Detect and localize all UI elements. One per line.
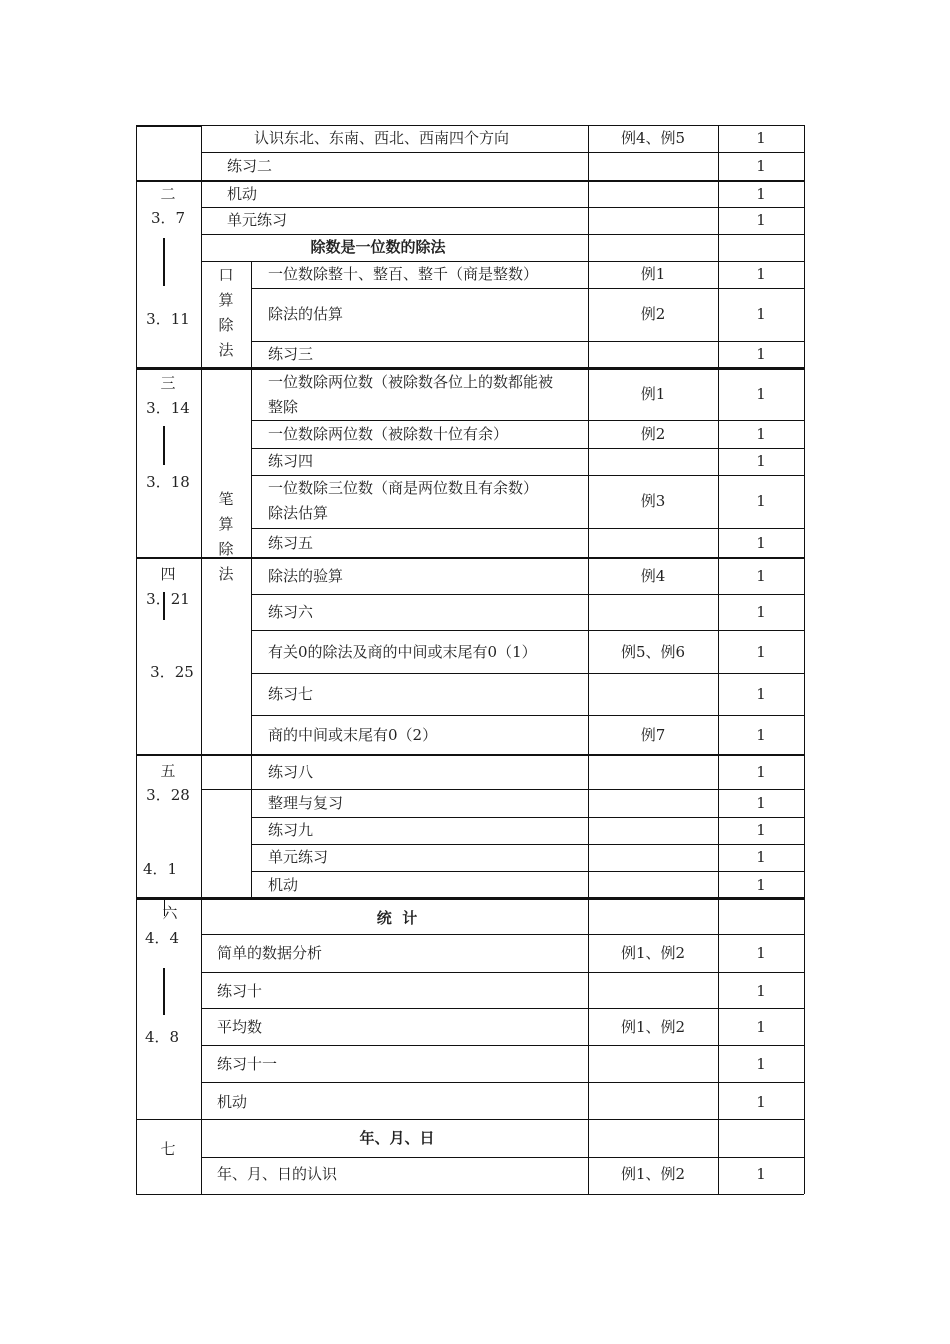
topic-cell: 认识东北、东南、西北、西南四个方向 — [254, 129, 510, 147]
hours-cell: 1 — [756, 345, 766, 363]
week-end-date: 4．8 — [144, 1028, 180, 1046]
grid-line-horizontal — [136, 897, 804, 900]
hours-cell: 1 — [756, 794, 766, 812]
topic-cell: 练习八 — [268, 763, 314, 781]
week-start-date: 3．7 — [150, 209, 186, 227]
hours-cell: 1 — [756, 305, 766, 323]
grid-line-horizontal — [201, 789, 804, 790]
hours-cell: 1 — [756, 876, 766, 894]
example-cell: 例2 — [640, 425, 666, 443]
topic-cell: 练习七 — [268, 685, 314, 703]
grid-line-vertical — [718, 125, 719, 1194]
week-end-date: 3．18 — [146, 473, 190, 491]
group-label-oral: 口 算 除 法 — [218, 266, 234, 359]
example-cell: 例4 — [640, 567, 666, 585]
hours-cell: 1 — [756, 157, 766, 175]
grid-line-horizontal — [251, 528, 804, 529]
week-start-date: 3．14 — [146, 399, 190, 417]
hours-cell: 1 — [756, 492, 766, 510]
topic-cell: 简单的数据分析 — [217, 944, 323, 962]
grid-line-vertical — [201, 125, 202, 1194]
topic-cell: 机动 — [227, 185, 258, 203]
unit-heading: 除数是一位数的除法 — [310, 238, 446, 256]
grid-line-horizontal — [201, 1157, 804, 1158]
week-number: 二 — [160, 185, 176, 203]
hours-cell: 1 — [756, 452, 766, 470]
example-cell: 例7 — [640, 726, 666, 744]
example-cell: 例4、例5 — [620, 129, 686, 147]
grid-line-horizontal — [136, 557, 804, 559]
week-start-date: 3．21 — [146, 590, 190, 608]
grid-line-horizontal — [136, 1194, 804, 1195]
hours-cell: 1 — [756, 1055, 766, 1073]
grid-line-horizontal — [251, 420, 804, 421]
topic-cell: 年、月、日的认识 — [217, 1165, 338, 1183]
grid-line-horizontal — [201, 1008, 804, 1009]
grid-line-horizontal — [201, 1082, 804, 1083]
topic-cell: 整理与复习 — [268, 794, 344, 812]
topic-cell-continued: 整除 — [268, 398, 299, 416]
hours-cell: 1 — [756, 763, 766, 781]
grid-line-horizontal — [136, 1119, 804, 1120]
grid-line-vertical — [163, 426, 165, 465]
example-cell: 例5、例6 — [620, 643, 686, 661]
hours-cell: 1 — [756, 1165, 766, 1183]
hours-cell: 1 — [756, 685, 766, 703]
grid-line-vertical — [136, 125, 137, 1194]
grid-line-horizontal — [251, 594, 804, 595]
grid-line-horizontal — [201, 152, 804, 153]
topic-cell: 练习十 — [217, 982, 263, 1000]
grid-line-horizontal — [136, 125, 201, 127]
week-number: 四 — [160, 565, 176, 583]
grid-line-horizontal — [251, 341, 804, 342]
hours-cell: 1 — [756, 1018, 766, 1036]
hours-cell: 1 — [756, 726, 766, 744]
grid-line-vertical — [251, 261, 252, 368]
topic-cell: 有关0的除法及商的中间或末尾有0（1） — [268, 643, 537, 661]
grid-line-horizontal — [251, 715, 804, 716]
topic-cell: 练习六 — [268, 603, 314, 621]
topic-cell: 练习五 — [268, 534, 314, 552]
hours-cell: 1 — [756, 567, 766, 585]
example-cell: 例2 — [640, 305, 666, 323]
hours-cell: 1 — [756, 129, 766, 147]
hours-cell: 1 — [756, 821, 766, 839]
topic-cell: 机动 — [217, 1093, 248, 1111]
group-label-written: 笔 算 除 法 — [218, 490, 234, 583]
grid-line-horizontal — [201, 934, 804, 935]
week-end-date: 3．11 — [146, 310, 190, 328]
week-number: 六 — [162, 904, 178, 922]
week-number: 三 — [160, 374, 176, 392]
hours-cell: 1 — [756, 944, 766, 962]
grid-line-vertical — [163, 238, 165, 286]
grid-line-vertical — [588, 125, 589, 1194]
example-cell: 例1、例2 — [620, 1165, 686, 1183]
hours-cell: 1 — [756, 848, 766, 866]
hours-cell: 1 — [756, 385, 766, 403]
topic-cell: 单元练习 — [268, 848, 329, 866]
hours-cell: 1 — [756, 603, 766, 621]
grid-line-horizontal — [251, 448, 804, 449]
topic-cell: 一位数除两位数（被除数各位上的数都能被 — [268, 373, 554, 391]
example-cell: 例1 — [640, 265, 666, 283]
hours-cell: 1 — [756, 265, 766, 283]
unit-heading: 年、月、日 — [359, 1129, 435, 1147]
topic-cell: 练习九 — [268, 821, 314, 839]
grid-line-horizontal — [201, 972, 804, 973]
topic-cell: 除法的验算 — [268, 567, 344, 585]
grid-line-horizontal — [136, 754, 804, 756]
topic-cell: 一位数除三位数（商是两位数且有余数） — [268, 479, 539, 497]
hours-cell: 1 — [756, 643, 766, 661]
example-cell: 例1 — [640, 385, 666, 403]
grid-line-horizontal — [201, 1045, 804, 1046]
topic-cell: 商的中间或末尾有0（2） — [268, 726, 438, 744]
topic-cell: 单元练习 — [227, 211, 288, 229]
unit-heading: 统 计 — [376, 909, 418, 927]
grid-line-horizontal — [251, 673, 804, 674]
example-cell: 例1、例2 — [620, 944, 686, 962]
example-cell: 例3 — [640, 492, 666, 510]
topic-cell: 平均数 — [217, 1018, 263, 1036]
topic-cell: 一位数除两位数（被除数十位有余） — [268, 425, 509, 443]
grid-line-vertical — [163, 968, 165, 1015]
week-end-date: 4．1 — [142, 860, 178, 878]
hours-cell: 1 — [756, 1093, 766, 1111]
hours-cell: 1 — [756, 425, 766, 443]
topic-cell: 练习四 — [268, 452, 314, 470]
week-number: 五 — [160, 762, 176, 780]
grid-line-horizontal — [251, 871, 804, 872]
hours-cell: 1 — [756, 982, 766, 1000]
grid-line-horizontal — [201, 234, 804, 235]
topic-cell: 除法的估算 — [268, 305, 344, 323]
hours-cell: 1 — [756, 211, 766, 229]
topic-cell: 机动 — [268, 876, 299, 894]
grid-line-horizontal — [251, 817, 804, 818]
grid-line-vertical — [804, 125, 805, 1194]
topic-cell: 练习十一 — [217, 1055, 278, 1073]
grid-line-horizontal — [251, 630, 804, 631]
grid-line-horizontal — [201, 207, 804, 208]
week-start-date: 3．28 — [146, 786, 190, 804]
grid-line-horizontal — [251, 844, 804, 845]
topic-cell-continued: 除法估算 — [268, 504, 329, 522]
week-number: 七 — [160, 1140, 176, 1158]
week-start-date: 4．4 — [144, 929, 180, 947]
topic-cell: 练习三 — [268, 345, 314, 363]
topic-cell: 一位数除整十、整百、整千（商是整数） — [268, 265, 539, 283]
grid-line-horizontal — [251, 288, 804, 289]
hours-cell: 1 — [756, 185, 766, 203]
week-end-date: 3．25 — [150, 663, 194, 681]
hours-cell: 1 — [756, 534, 766, 552]
example-cell: 例1、例2 — [620, 1018, 686, 1036]
topic-cell: 练习二 — [227, 157, 273, 175]
